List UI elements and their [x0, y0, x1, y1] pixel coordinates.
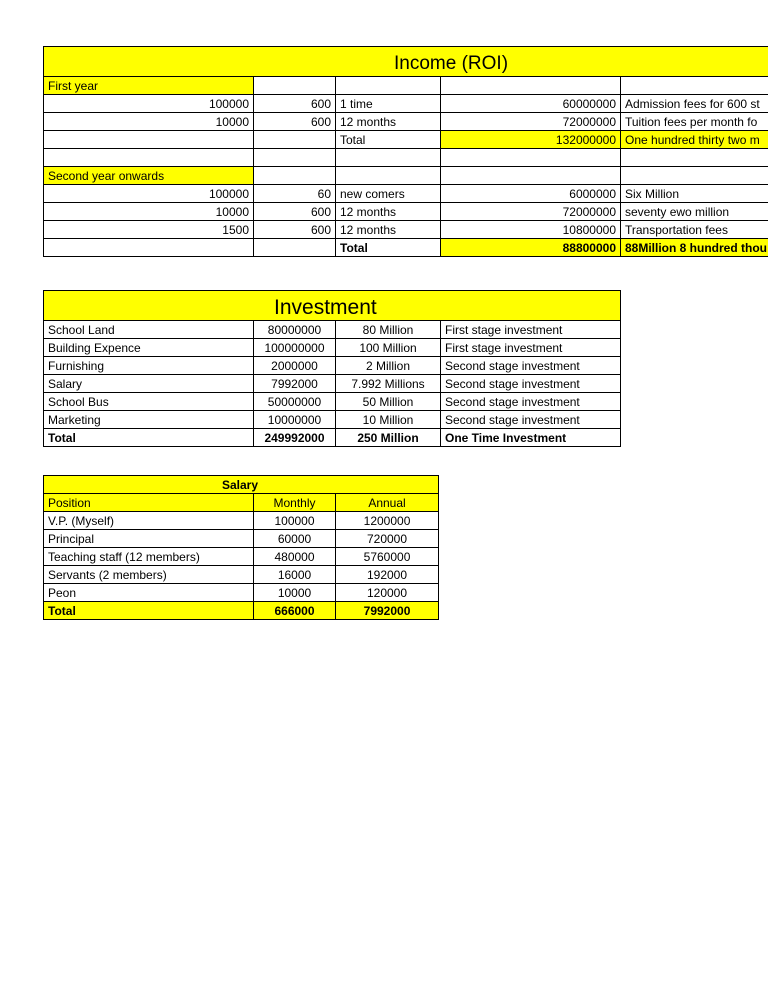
total-stage: One Time Investment [441, 429, 621, 447]
cell-position: V.P. (Myself) [44, 512, 254, 530]
cell-note: Six Million [621, 185, 768, 203]
header-monthly: Monthly [254, 494, 336, 512]
table-row [44, 321, 621, 339]
salary-total-row [44, 602, 439, 620]
cell-words: 2 Million [336, 357, 441, 375]
cell-note: Transportation fees [621, 221, 768, 239]
cell-total: 72000000 [441, 203, 621, 221]
total-label: Total [336, 239, 441, 257]
cell-stage: Second stage investment [441, 393, 621, 411]
cell-item: Furnishing [44, 357, 254, 375]
cell-count: 60 [254, 185, 336, 203]
cell-item: Salary [44, 375, 254, 393]
table-row [44, 95, 768, 113]
total-value: 132000000 [441, 131, 621, 149]
total-monthly: 666000 [254, 602, 336, 620]
table-row [44, 185, 768, 203]
investment-title: Investment [44, 291, 621, 321]
investment-table [43, 290, 621, 447]
cell-total: 60000000 [441, 95, 621, 113]
cell-amount: 80000000 [254, 321, 336, 339]
cell-words: 10 Million [336, 411, 441, 429]
table-row [44, 375, 621, 393]
first-year-total-row [44, 131, 768, 149]
total-label: Total [44, 429, 254, 447]
cell-item: School Land [44, 321, 254, 339]
cell-stage: Second stage investment [441, 375, 621, 393]
salary-title: Salary [44, 476, 439, 494]
cell-item: Building Expence [44, 339, 254, 357]
cell-words: 80 Million [336, 321, 441, 339]
total-words: 250 Million [336, 429, 441, 447]
table-row [44, 411, 621, 429]
second-year-header-row [44, 167, 768, 185]
cell-item: School Bus [44, 393, 254, 411]
table-row [44, 584, 439, 602]
cell-annual: 120000 [336, 584, 439, 602]
second-year-total-row [44, 239, 768, 257]
cell-amount: 10000 [44, 203, 254, 221]
investment-total-row [44, 429, 621, 447]
cell-amount: 1500 [44, 221, 254, 239]
cell-annual: 1200000 [336, 512, 439, 530]
cell-words: 50 Million [336, 393, 441, 411]
cell-monthly: 16000 [254, 566, 336, 584]
income-title-row [44, 47, 768, 77]
table-row [44, 203, 768, 221]
cell-count: 600 [254, 113, 336, 131]
cell-amount: 2000000 [254, 357, 336, 375]
total-value: 88800000 [441, 239, 621, 257]
cell-monthly: 60000 [254, 530, 336, 548]
cell-period: 12 months [336, 113, 441, 131]
cell-total: 6000000 [441, 185, 621, 203]
cell-item: Marketing [44, 411, 254, 429]
cell-position: Teaching staff (12 members) [44, 548, 254, 566]
income-title: Income (ROI) [44, 47, 768, 77]
cell-words: 7.992 Millions [336, 375, 441, 393]
table-row [44, 113, 768, 131]
cell-annual: 192000 [336, 566, 439, 584]
salary-table [43, 475, 439, 620]
first-year-label: First year [44, 77, 254, 95]
cell-amount: 50000000 [254, 393, 336, 411]
salary-title-row [44, 476, 439, 494]
second-year-label: Second year onwards [44, 167, 254, 185]
cell-total: 72000000 [441, 113, 621, 131]
total-label: Total [44, 602, 254, 620]
table-row [44, 530, 439, 548]
table-row [44, 357, 621, 375]
cell-amount: 100000 [44, 95, 254, 113]
spacer-row [44, 149, 768, 167]
cell-annual: 5760000 [336, 548, 439, 566]
cell-period: new comers [336, 185, 441, 203]
table-row [44, 548, 439, 566]
cell-words: 100 Million [336, 339, 441, 357]
first-year-header-row [44, 77, 768, 95]
cell-period: 1 time [336, 95, 441, 113]
cell-monthly: 480000 [254, 548, 336, 566]
cell-amount: 7992000 [254, 375, 336, 393]
table-row [44, 512, 439, 530]
cell-amount: 10000000 [254, 411, 336, 429]
cell-note: Tuition fees per month fo [621, 113, 768, 131]
investment-title-row [44, 291, 621, 321]
cell-position: Servants (2 members) [44, 566, 254, 584]
income-table [43, 46, 768, 257]
cell-period: 12 months [336, 221, 441, 239]
cell-count: 600 [254, 95, 336, 113]
cell-note: Admission fees for 600 st [621, 95, 768, 113]
total-label: Total [336, 131, 441, 149]
total-note: 88Million 8 hundred thou [621, 239, 768, 257]
cell-monthly: 100000 [254, 512, 336, 530]
cell-stage: Second stage investment [441, 411, 621, 429]
table-row [44, 221, 768, 239]
cell-count: 600 [254, 221, 336, 239]
cell-amount: 100000000 [254, 339, 336, 357]
header-annual: Annual [336, 494, 439, 512]
cell-position: Principal [44, 530, 254, 548]
cell-amount: 10000 [44, 113, 254, 131]
cell-amount: 100000 [44, 185, 254, 203]
cell-stage: Second stage investment [441, 357, 621, 375]
cell-position: Peon [44, 584, 254, 602]
table-row [44, 393, 621, 411]
total-annual: 7992000 [336, 602, 439, 620]
cell-note: seventy ewo million [621, 203, 768, 221]
cell-stage: First stage investment [441, 321, 621, 339]
table-row [44, 566, 439, 584]
salary-header-row [44, 494, 439, 512]
cell-annual: 720000 [336, 530, 439, 548]
cell-count: 600 [254, 203, 336, 221]
cell-monthly: 10000 [254, 584, 336, 602]
cell-stage: First stage investment [441, 339, 621, 357]
total-amount: 249992000 [254, 429, 336, 447]
cell-total: 10800000 [441, 221, 621, 239]
total-note: One hundred thirty two m [621, 131, 768, 149]
table-row [44, 339, 621, 357]
cell-period: 12 months [336, 203, 441, 221]
header-position: Position [44, 494, 254, 512]
